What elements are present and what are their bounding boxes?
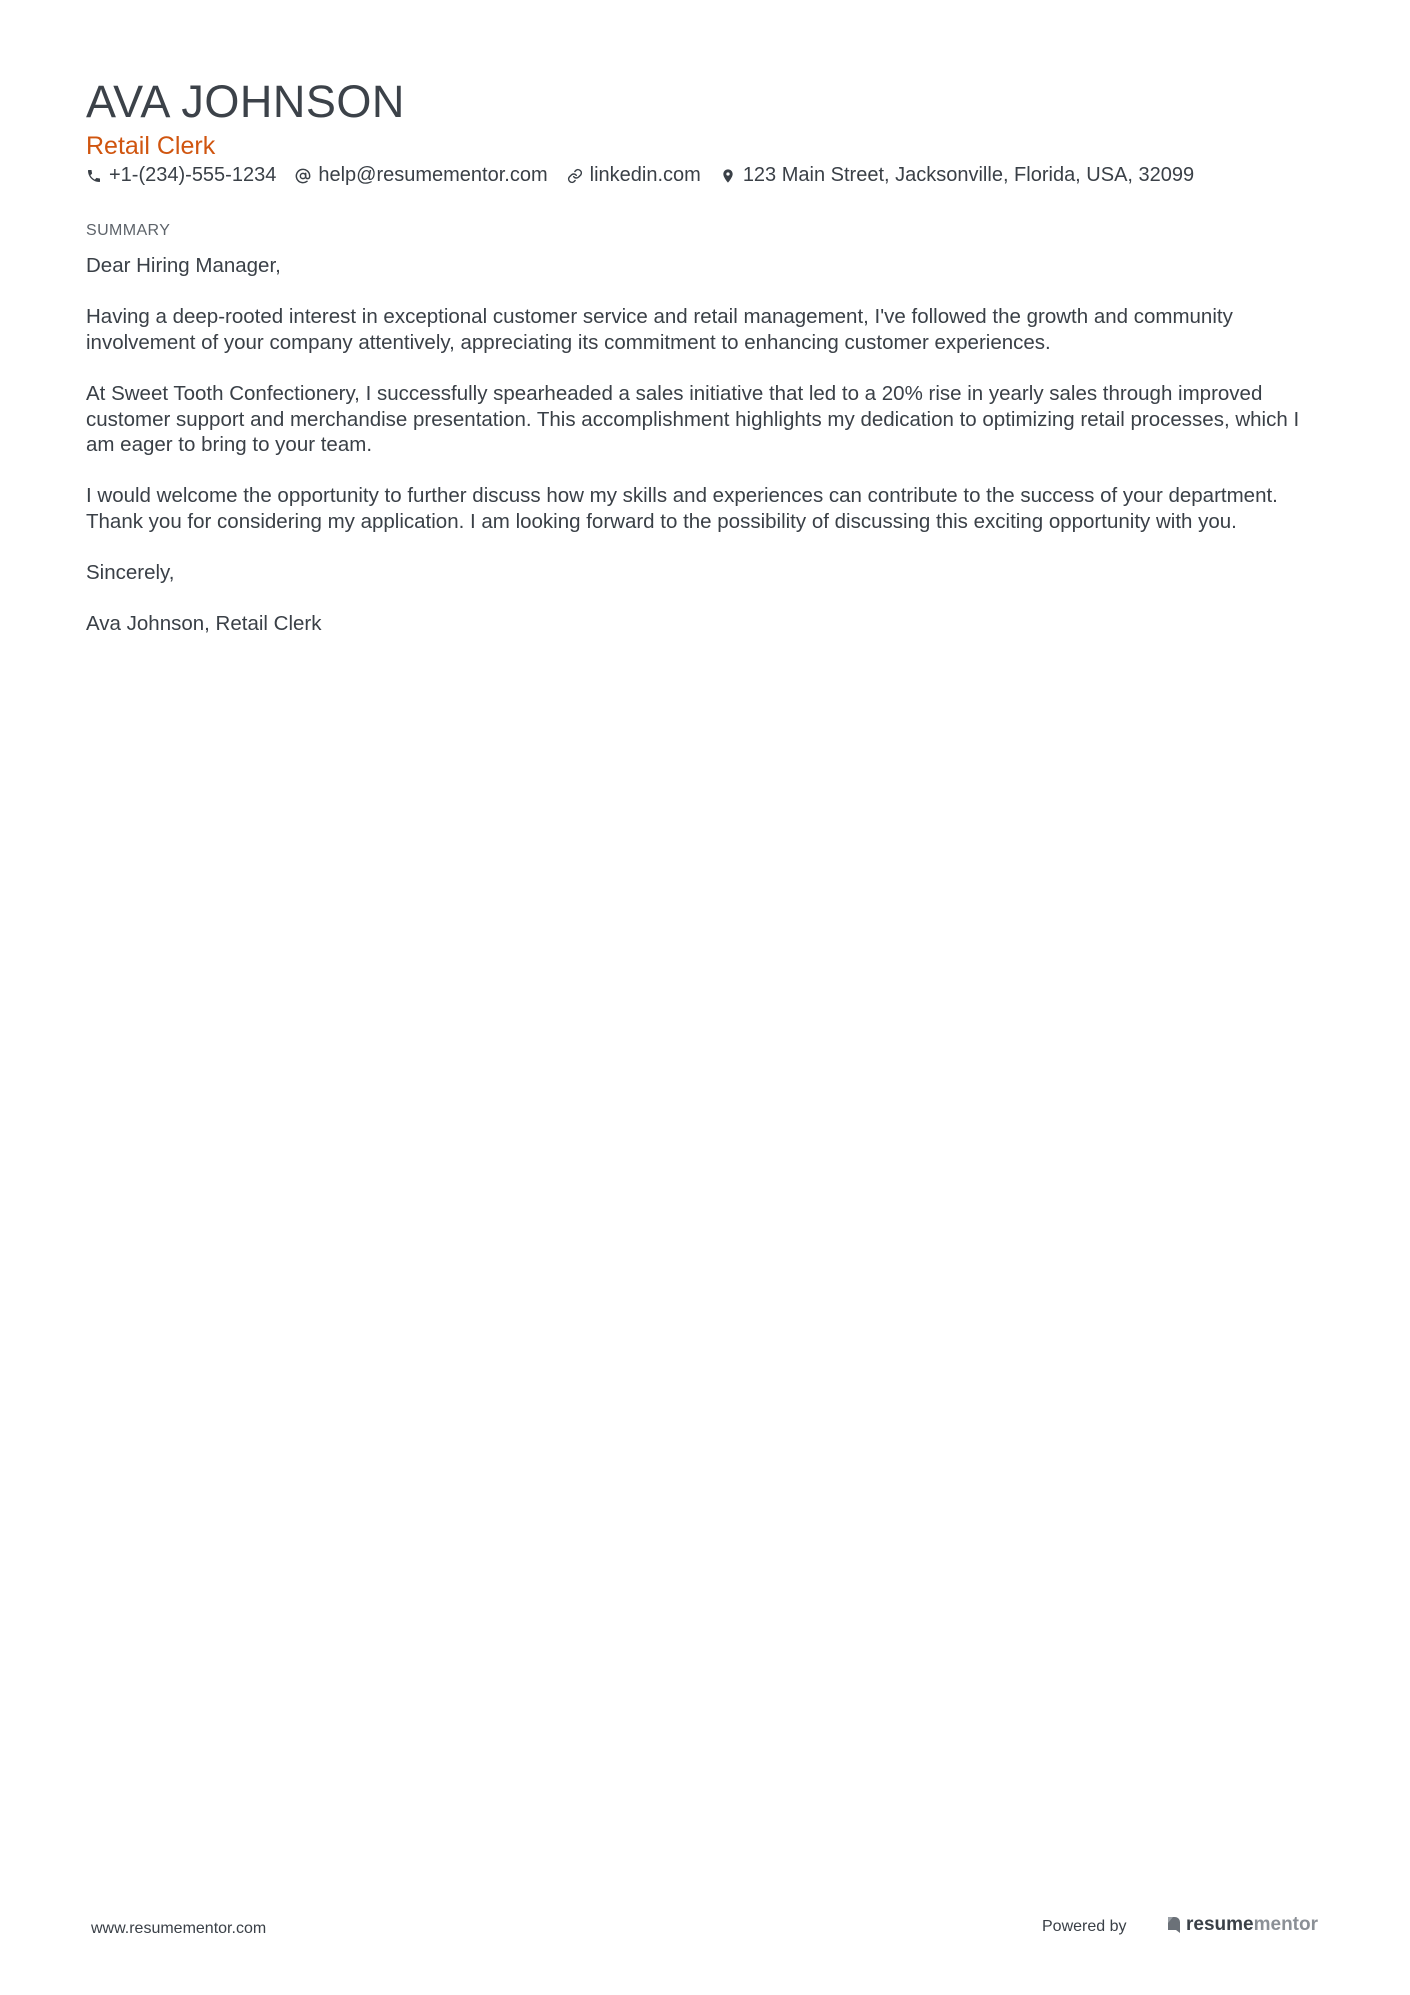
at-sign-icon (295, 168, 311, 184)
phone-icon (86, 168, 102, 184)
linkedin-text[interactable]: linkedin.com (589, 164, 701, 186)
contact-linkedin[interactable] (567, 164, 701, 187)
location-pin-icon (720, 168, 736, 184)
letter-greeting: Dear Hiring Manager, (86, 254, 281, 277)
letter-signature: Ava Johnson, Retail Clerk (86, 612, 322, 636)
job-title: Retail Clerk (86, 132, 216, 160)
letter-paragraph: I would welcome the opportunity to further discuss how my skills and experiences can contribute to the success of your department. Thank you for considering my application. I am looking forward to the possibility of discussing this exciting opportunity with you. (86, 484, 1278, 533)
contact-address (720, 164, 1194, 187)
link-icon (567, 168, 583, 184)
candidate-name: AVA JOHNSON (86, 76, 405, 127)
footer-website-link[interactable]: www.resumementor.com (91, 1920, 267, 1937)
summary-heading: SUMMARY (86, 222, 171, 239)
cover-letter-body (86, 253, 1306, 663)
powered-by-label: Powered by (1042, 1918, 1127, 1935)
resumementor-logo-icon (1166, 1915, 1182, 1935)
contact-bar (86, 164, 1194, 187)
letter-closing: Sincerely, (86, 561, 175, 585)
address-text: 123 Main Street, Jacksonville, Florida, USA, 32099 (742, 164, 1195, 186)
email-text[interactable]: help@resumementor.com (318, 164, 548, 186)
phone-text: +1-(234)-555-1234 (109, 164, 277, 186)
brand-name-mentor: mentor (1253, 1914, 1319, 1935)
letter-paragraph: Having a deep-rooted interest in exceptional customer service and retail management, I've followed the growth and community involvement of your company attentively, appreciating its commitment to enhancing customer experiences. (86, 305, 1233, 354)
resumementor-logo[interactable] (1166, 1914, 1318, 1936)
letter-paragraph: At Sweet Tooth Confectionery, I successfully spearheaded a sales initiative that led to a 20% rise in yearly sales through improved customer support and merchandise presentation. This accomplishment highlights my dedication to optimizing retail processes, which I am eager to bring to your team. (86, 381, 1300, 457)
brand-name-resume: resume (1186, 1914, 1254, 1935)
contact-phone (86, 164, 276, 187)
contact-email[interactable] (295, 164, 547, 187)
